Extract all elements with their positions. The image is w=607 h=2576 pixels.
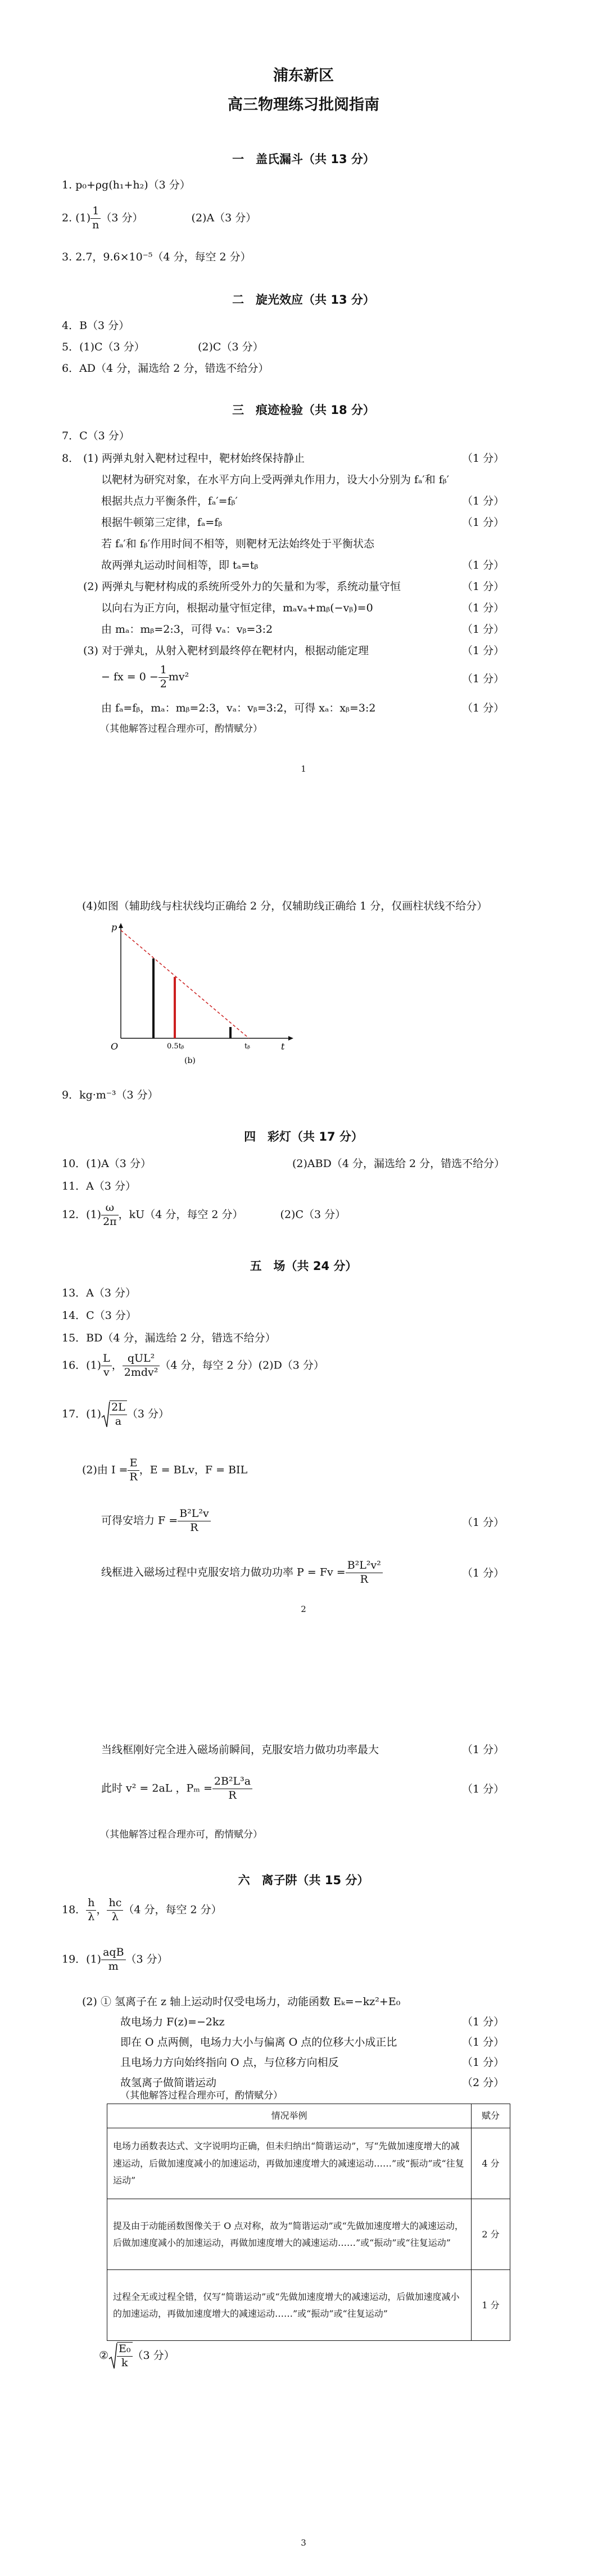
scoring-rubric-table (107, 2104, 510, 2341)
q8-points-7: （1 分） (462, 623, 505, 636)
rubric-header-row (107, 2104, 510, 2128)
q19-line-1: (2) ① 氢离子在 z 轴上运动时仅受电场力，动能函数 Eₖ=−kz²+E₀ (82, 1996, 401, 2008)
q3-answer: 3. 2.7，9.6×10⁻⁵（4 分，每空 2 分） (62, 251, 251, 263)
q8-points-9: （1 分） (462, 673, 505, 685)
q8-line-11: − fx = 0 − $\frac{1}{2}$ mv² (101, 664, 189, 690)
x-axis-arrow (288, 1036, 293, 1041)
rubric-header-score: 赋分 (472, 2104, 510, 2128)
q8-points-10: （1 分） (462, 702, 505, 714)
q17-line-5: 此时 v² = 2aL ，Pₘ = $\frac{\text{2B²L³a}}{R}$ (101, 1775, 252, 1803)
q19-points-4: （2 分） (462, 2077, 505, 2089)
q8-points-4: （1 分） (462, 559, 505, 571)
tick-half-tb: 0.5tᵦ (167, 1042, 184, 1051)
section-1-heading: 一 盖氏漏斗（共 13 分） (232, 152, 375, 166)
q5-answer-b: (2)C（3 分） (198, 341, 264, 353)
q17-line-4: 当线框刚好完全进入磁场前瞬间，克服安培力做功功率最大 (101, 1744, 379, 1756)
q19-points-2: （1 分） (462, 2036, 505, 2048)
q5-answer-a: 5．(1)C（3 分） (62, 341, 145, 353)
section-5-heading: 五 场（共 24 分） (250, 1259, 357, 1273)
q8-points-8: （1 分） (462, 645, 505, 657)
district-title: 浦东新区 (273, 67, 334, 84)
q19-part2-2: ② $\frac{\text{E₀}}{k}$ （3 分） (99, 2343, 175, 2369)
page-number-3: 3 (301, 2538, 306, 2548)
q19-line-2: 故电场力 F(z)=−2kz (120, 2016, 225, 2028)
q15-answer: 15．BD（4 分，漏选给 2 分，错选不给分） (62, 1332, 276, 1344)
q8-line-4: 根据牛顿第三定律，fₐ=fᵦ (101, 516, 223, 529)
rubric-case-text: 提及由于动能函数图像关于 O 点对称，故为“简谐运动”或“先做加速度增大的减速运动，后做加速度减小的加速运动，再做加速度增大的减速运动……”或“振动”或“往复运动” (107, 2199, 472, 2270)
q8-points-1: （1 分） (462, 452, 505, 465)
page-title: 高三物理练习批阅指南 (228, 96, 379, 114)
q8-points-3: （1 分） (462, 516, 505, 529)
y-axis-label: p (111, 922, 117, 933)
q17-part1: 17．(1) $\frac{2L}{a}$ （3 分） (62, 1401, 169, 1427)
rubric-score: 2 分 (472, 2199, 510, 2270)
q8-figure (110, 916, 295, 1068)
q8-number: 8． (62, 452, 80, 465)
q8-line-6: 故两弹丸运动时间相等，即 tₐ=tᵦ (101, 559, 259, 571)
q2-fraction: $\frac{1}{n}$ (90, 205, 101, 232)
section-6-heading: 六 离子阱（共 15 分） (238, 1874, 369, 1887)
q1-answer: 1. p₀+ρg(h₁+h₂)（3 分） (62, 179, 191, 191)
q19-note: （其他解答过程合理亦可，酌情赋分） (120, 2090, 283, 2101)
q17-points-1: （1 分） (462, 1516, 505, 1529)
q7-answer: 7．C（3 分） (62, 430, 130, 442)
page-number-2: 2 (301, 1604, 306, 1614)
figure-caption: (b) (184, 1056, 196, 1065)
q4-answer: 4．B（3 分） (62, 319, 130, 332)
q17-line-1: (2)由 I = $\frac{E}{R}$ ，E = BLv，F = BIL (82, 1457, 248, 1483)
y-axis-arrow (119, 923, 123, 928)
q8-points-5: （1 分） (462, 580, 505, 593)
q8-line-2: 以靶材为研究对象，在水平方向上受两弹丸作用力，设大小分别为 fₐ′和 fᵦ′ (101, 474, 450, 486)
q8-line-3: 根据共点力平衡条件，fₐ′=fᵦ′ (101, 495, 238, 507)
rubric-header-case: 情况举例 (107, 2104, 472, 2128)
q12-fraction: $\frac{\omega}{2\pi}$ (101, 1201, 119, 1229)
q13-answer: 13．A（3 分） (62, 1287, 137, 1299)
page-number-1: 1 (301, 764, 306, 774)
q8-line-10: (3) 对于弹丸，从射入靶材到最终停在靶材内，根据动能定理 (83, 645, 369, 657)
rubric-score: 4 分 (472, 2128, 510, 2199)
table-row (107, 2199, 510, 2270)
q16-answer: 16．(1) $\frac{L}{v}$ ， $\frac{\text{qUL²}}{\text{2mdv²}}$ （4 分，每空 2 分）(2)D（3 分） (62, 1352, 324, 1379)
rubric-score: 1 分 (472, 2270, 510, 2341)
q14-answer: 14．C（3 分） (62, 1309, 137, 1322)
section-3-heading: 三 痕迹检验（共 18 分） (232, 403, 375, 417)
sqrt-sign (101, 1400, 110, 1429)
q11-answer: 11．A（3 分） (62, 1180, 137, 1192)
q19-part1: 19．(1) $\frac{\text{aqB}}{m}$ （3 分） (62, 1946, 168, 1972)
q18-answer: 18． $\frac{h}{\lambda}$ ， $\frac{hc}{\lambda}$ （4 分，每空 2 分） (62, 1897, 222, 1923)
q8-line-12: 由 fₐ=fᵦ，mₐ：mᵦ=2:3，vₐ：vᵦ=3:2，可得 xₐ：xᵦ=3:2 (101, 702, 376, 714)
section-2-heading: 二 旋光效应（共 13 分） (232, 293, 375, 307)
q19-line-3: 即在 O 点两侧，电场力大小与偏离 O 点的位移大小成正比 (120, 2036, 397, 2048)
rubric-case-text: 过程全无或过程全错，仅写“简谐运动”或“先做加速度增大的减速运动，后做加速度减小的加速运动，再做加速度增大的减速运动……”或“振动”或“往复运动” (107, 2270, 472, 2341)
q8-line-9: 由 mₐ：mᵦ=2:3，可得 vₐ：vᵦ=3:2 (101, 623, 273, 636)
auxiliary-dashed-line (121, 930, 249, 1038)
q8-part4-text: (4)如图（辅助线与柱状线均正确给 2 分，仅辅助线正确给 1 分，仅画柱状线不给分） (82, 900, 488, 912)
q10-answer-b: (2)ABD（4 分，漏选给 2 分，错选不给分） (292, 1158, 505, 1170)
q19-line-4: 且电场力方向始终指向 O 点，与位移方向相反 (120, 2056, 339, 2069)
q19-line-5: 故氢离子做简谐运动 (120, 2077, 217, 2089)
q17-points-4: （1 分） (462, 1783, 505, 1795)
x-axis-label: t (281, 1041, 285, 1052)
q17-points-3: （1 分） (462, 1744, 505, 1756)
q8-points-6: （1 分） (462, 602, 505, 614)
q17-line-3: 线框进入磁场过程中克服安培力做功功率 P = Fv = $\frac{\text{B²L²v²}}{R}$ (101, 1559, 383, 1587)
q10-answer-a: 10．(1)A（3 分） (62, 1158, 151, 1170)
q12-answer: 12．(1) $\frac{\omega}{2\pi}$ ，kU（4 分，每空 2 分） (2)C（3 分） (62, 1201, 346, 1228)
q8-line-8: 以向右为正方向，根据动量守恒定律，mₐvₐ+mᵦ(−vᵦ)=0 (101, 602, 373, 614)
q8-line-5: 若 fₐ′和 fᵦ′作用时间不相等，则靶材无法始终处于平衡状态 (101, 538, 375, 550)
q9-answer: 9．kg·m⁻³（3 分） (62, 1089, 158, 1101)
q2-answer: 2. (1) $\frac{1}{n}$ （3 分） (2)A（3 分） (62, 205, 257, 231)
q19-points-1: （1 分） (462, 2016, 505, 2028)
q17-note: （其他解答过程合理亦可，酌情赋分） (100, 1829, 262, 1840)
table-row (107, 2128, 510, 2199)
q6-answer: 6．AD（4 分，漏选给 2 分，错选不给分） (62, 362, 269, 375)
q17-points-2: （1 分） (462, 1567, 505, 1579)
q8-line-1: (1) 两弹丸射入靶材过程中，靶材始终保持静止 (83, 452, 305, 465)
table-row (107, 2270, 510, 2341)
sqrt-sign (108, 2342, 117, 2370)
rubric-case-text: 电场力函数表达式、文字说明均正确，但未归纳出“简谐运动”，写“先做加速度增大的减速运动，后做加速度减小的加速运动，再做加速度增大的减速运动……”或“振动”或“往复运动” (107, 2128, 472, 2199)
q8-note: （其他解答过程合理亦可，酌情赋分） (100, 723, 262, 735)
q8-points-2: （1 分） (462, 495, 505, 507)
q19-points-3: （1 分） (462, 2056, 505, 2069)
q17-line-2: 可得安培力 F = $\frac{\text{B²L²v}}{R}$ (101, 1507, 211, 1535)
q8-line-7: (2) 两弹丸与靶材构成的系统所受外力的矢量和为零，系统动量守恒 (83, 580, 401, 593)
origin-label: O (111, 1041, 119, 1052)
section-4-heading: 四 彩灯（共 17 分） (244, 1130, 363, 1143)
tick-tb: tᵦ (244, 1042, 250, 1051)
